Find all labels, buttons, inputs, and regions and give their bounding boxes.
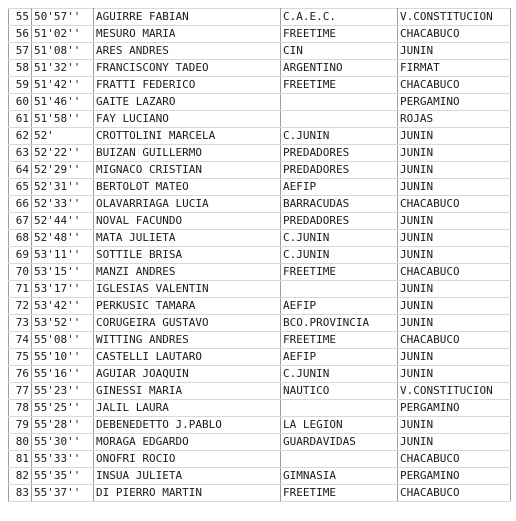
runner-name-cell: AGUIRRE FABIAN — [94, 9, 281, 26]
club-cell: FREETIME — [281, 485, 398, 502]
table-row — [9, 111, 511, 128]
city-cell: JUNIN — [398, 179, 511, 196]
runner-name-cell: FRANCISCONY TADEO — [94, 60, 281, 77]
position-cell: 74 — [9, 332, 32, 349]
time-cell: 55'25'' — [32, 400, 94, 417]
table-row — [9, 264, 511, 281]
city-cell: JUNIN — [398, 213, 511, 230]
city-cell: CHACABUCO — [398, 26, 511, 43]
runner-name-cell: FRATTI FEDERICO — [94, 77, 281, 94]
time-cell: 51'46'' — [32, 94, 94, 111]
table-row — [9, 366, 511, 383]
table-row — [9, 213, 511, 230]
club-cell: FREETIME — [281, 77, 398, 94]
table-row — [9, 94, 511, 111]
club-cell: C.JUNIN — [281, 366, 398, 383]
club-cell: PREDADORES — [281, 213, 398, 230]
table-row — [9, 230, 511, 247]
table-row — [9, 9, 511, 26]
table-row — [9, 26, 511, 43]
table-row — [9, 400, 511, 417]
club-cell: FREETIME — [281, 26, 398, 43]
position-cell: 59 — [9, 77, 32, 94]
club-cell: LA LEGION — [281, 417, 398, 434]
city-cell: JUNIN — [398, 281, 511, 298]
position-cell: 61 — [9, 111, 32, 128]
time-cell: 55'28'' — [32, 417, 94, 434]
position-cell: 68 — [9, 230, 32, 247]
runner-name-cell: DEBENEDETTO J.PABLO — [94, 417, 281, 434]
position-cell: 76 — [9, 366, 32, 383]
table-row — [9, 60, 511, 77]
city-cell: JUNIN — [398, 128, 511, 145]
city-cell: JUNIN — [398, 315, 511, 332]
time-cell: 50'57'' — [32, 9, 94, 26]
club-cell — [281, 451, 398, 468]
runner-name-cell: MESURO MARIA — [94, 26, 281, 43]
club-cell: PREDADORES — [281, 145, 398, 162]
club-cell: FREETIME — [281, 264, 398, 281]
table-row — [9, 332, 511, 349]
table-row — [9, 383, 511, 400]
results-table-body — [9, 9, 511, 502]
city-cell: CHACABUCO — [398, 485, 511, 502]
table-row — [9, 451, 511, 468]
city-cell: JUNIN — [398, 145, 511, 162]
position-cell: 64 — [9, 162, 32, 179]
position-cell: 62 — [9, 128, 32, 145]
table-row — [9, 417, 511, 434]
table-row — [9, 179, 511, 196]
table-row — [9, 349, 511, 366]
city-cell: CHACABUCO — [398, 196, 511, 213]
club-cell — [281, 281, 398, 298]
table-row — [9, 468, 511, 485]
club-cell: FREETIME — [281, 332, 398, 349]
time-cell: 55'37'' — [32, 485, 94, 502]
time-cell: 51'08'' — [32, 43, 94, 60]
position-cell: 71 — [9, 281, 32, 298]
position-cell: 70 — [9, 264, 32, 281]
time-cell: 53'15'' — [32, 264, 94, 281]
table-row — [9, 145, 511, 162]
position-cell: 57 — [9, 43, 32, 60]
runner-name-cell: ARES ANDRES — [94, 43, 281, 60]
city-cell: JUNIN — [398, 162, 511, 179]
city-cell: JUNIN — [398, 434, 511, 451]
city-cell: JUNIN — [398, 43, 511, 60]
table-row — [9, 315, 511, 332]
position-cell: 79 — [9, 417, 32, 434]
club-cell: BCO.PROVINCIA — [281, 315, 398, 332]
position-cell: 65 — [9, 179, 32, 196]
time-cell: 52'29'' — [32, 162, 94, 179]
runner-name-cell: CORUGEIRA GUSTAVO — [94, 315, 281, 332]
club-cell — [281, 94, 398, 111]
position-cell: 55 — [9, 9, 32, 26]
club-cell: C.JUNIN — [281, 247, 398, 264]
time-cell: 53'11'' — [32, 247, 94, 264]
table-row — [9, 128, 511, 145]
runner-name-cell: GINESSI MARIA — [94, 383, 281, 400]
runner-name-cell: MORAGA EDGARDO — [94, 434, 281, 451]
time-cell: 55'16'' — [32, 366, 94, 383]
runner-name-cell: CASTELLI LAUTARO — [94, 349, 281, 366]
club-cell: ARGENTINO — [281, 60, 398, 77]
position-cell: 67 — [9, 213, 32, 230]
time-cell: 55'33'' — [32, 451, 94, 468]
table-row — [9, 162, 511, 179]
city-cell: JUNIN — [398, 349, 511, 366]
time-cell: 55'30'' — [32, 434, 94, 451]
runner-name-cell: SOTTILE BRISA — [94, 247, 281, 264]
city-cell: CHACABUCO — [398, 332, 511, 349]
runner-name-cell: NOVAL FACUNDO — [94, 213, 281, 230]
time-cell: 51'32'' — [32, 60, 94, 77]
table-row — [9, 485, 511, 502]
position-cell: 72 — [9, 298, 32, 315]
club-cell: C.A.E.C. — [281, 9, 398, 26]
time-cell: 52'33'' — [32, 196, 94, 213]
runner-name-cell: FAY LUCIANO — [94, 111, 281, 128]
city-cell: ROJAS — [398, 111, 511, 128]
time-cell: 52'22'' — [32, 145, 94, 162]
runner-name-cell: JALIL LAURA — [94, 400, 281, 417]
time-cell: 53'52'' — [32, 315, 94, 332]
time-cell: 53'17'' — [32, 281, 94, 298]
position-cell: 81 — [9, 451, 32, 468]
time-cell: 51'02'' — [32, 26, 94, 43]
club-cell: BARRACUDAS — [281, 196, 398, 213]
runner-name-cell: DI PIERRO MARTIN — [94, 485, 281, 502]
table-row — [9, 196, 511, 213]
position-cell: 66 — [9, 196, 32, 213]
club-cell: GUARDAVIDAS — [281, 434, 398, 451]
table-row — [9, 298, 511, 315]
runner-name-cell: WITTING ANDRES — [94, 332, 281, 349]
club-cell: CIN — [281, 43, 398, 60]
city-cell: PERGAMINO — [398, 400, 511, 417]
runner-name-cell: OLAVARRIAGA LUCIA — [94, 196, 281, 213]
table-row — [9, 434, 511, 451]
runner-name-cell: CROTTOLINI MARCELA — [94, 128, 281, 145]
club-cell: AEFIP — [281, 179, 398, 196]
runner-name-cell: MATA JULIETA — [94, 230, 281, 247]
time-cell: 51'58'' — [32, 111, 94, 128]
position-cell: 73 — [9, 315, 32, 332]
city-cell: V.CONSTITUCION — [398, 9, 511, 26]
time-cell: 55'23'' — [32, 383, 94, 400]
city-cell: V.CONSTITUCION — [398, 383, 511, 400]
club-cell — [281, 400, 398, 417]
city-cell: JUNIN — [398, 366, 511, 383]
runner-name-cell: AGUIAR JOAQUIN — [94, 366, 281, 383]
position-cell: 77 — [9, 383, 32, 400]
club-cell: C.JUNIN — [281, 128, 398, 145]
city-cell: JUNIN — [398, 230, 511, 247]
runner-name-cell: IGLESIAS VALENTIN — [94, 281, 281, 298]
city-cell: JUNIN — [398, 298, 511, 315]
time-cell: 52' — [32, 128, 94, 145]
runner-name-cell: BERTOLOT MATEO — [94, 179, 281, 196]
city-cell: JUNIN — [398, 247, 511, 264]
time-cell: 55'10'' — [32, 349, 94, 366]
time-cell: 52'44'' — [32, 213, 94, 230]
runner-name-cell: INSUA JULIETA — [94, 468, 281, 485]
city-cell: PERGAMINO — [398, 468, 511, 485]
time-cell: 52'48'' — [32, 230, 94, 247]
time-cell: 51'42'' — [32, 77, 94, 94]
table-row — [9, 281, 511, 298]
position-cell: 82 — [9, 468, 32, 485]
city-cell: FIRMAT — [398, 60, 511, 77]
runner-name-cell: BUIZAN GUILLERMO — [94, 145, 281, 162]
runner-name-cell: ONOFRI ROCIO — [94, 451, 281, 468]
position-cell: 60 — [9, 94, 32, 111]
city-cell: PERGAMINO — [398, 94, 511, 111]
runner-name-cell: MIGNACO CRISTIAN — [94, 162, 281, 179]
runner-name-cell: MANZI ANDRES — [94, 264, 281, 281]
city-cell: CHACABUCO — [398, 77, 511, 94]
club-cell: GIMNASIA — [281, 468, 398, 485]
club-cell: NAUTICO — [281, 383, 398, 400]
table-row — [9, 43, 511, 60]
position-cell: 75 — [9, 349, 32, 366]
position-cell: 58 — [9, 60, 32, 77]
city-cell: CHACABUCO — [398, 264, 511, 281]
position-cell: 80 — [9, 434, 32, 451]
position-cell: 83 — [9, 485, 32, 502]
time-cell: 55'08'' — [32, 332, 94, 349]
runner-name-cell: GAITE LAZARO — [94, 94, 281, 111]
time-cell: 55'35'' — [32, 468, 94, 485]
runner-name-cell: PERKUSIC TAMARA — [94, 298, 281, 315]
table-row — [9, 77, 511, 94]
time-cell: 53'42'' — [32, 298, 94, 315]
position-cell: 69 — [9, 247, 32, 264]
city-cell: CHACABUCO — [398, 451, 511, 468]
table-row — [9, 247, 511, 264]
time-cell: 52'31'' — [32, 179, 94, 196]
club-cell: AEFIP — [281, 349, 398, 366]
position-cell: 56 — [9, 26, 32, 43]
city-cell: JUNIN — [398, 417, 511, 434]
position-cell: 63 — [9, 145, 32, 162]
club-cell: PREDADORES — [281, 162, 398, 179]
position-cell: 78 — [9, 400, 32, 417]
club-cell: AEFIP — [281, 298, 398, 315]
club-cell: C.JUNIN — [281, 230, 398, 247]
club-cell — [281, 111, 398, 128]
results-table — [8, 8, 511, 502]
